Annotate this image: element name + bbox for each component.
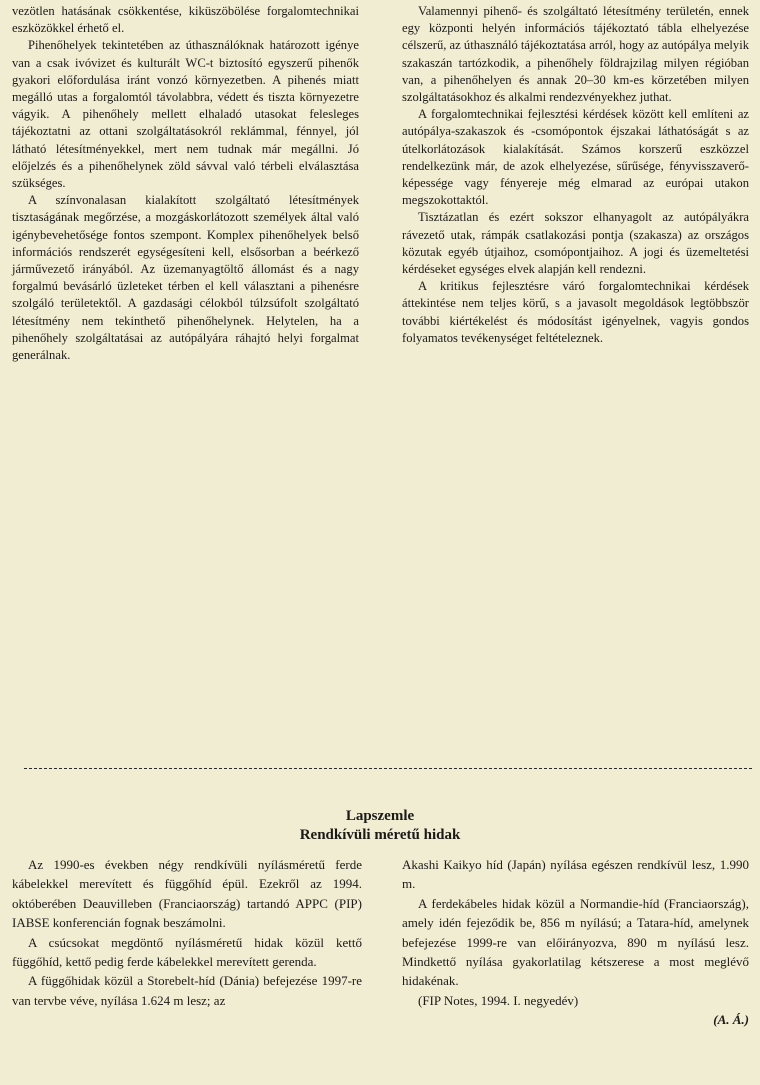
- paragraph: A függőhidak közül a Storebelt-híd (Dánia) befejezése 1997-re van tervbe véve, nyílása 1.624 m lesz; az: [12, 973, 362, 1008]
- source-citation: (FIP Notes, 1994. I. negyedév): [418, 992, 579, 1008]
- paragraph: A csúcsokat megdöntő nyílásméretű hidak közül kettő függőhíd, kettő pedig ferde kábelekkel merevített gerenda.: [12, 934, 362, 970]
- paragraph: Akashi Kaikyo híd (Japán) nyílása egészen rendkívül lesz, 1.990 m.: [402, 857, 749, 892]
- paragraph: Valamennyi pihenő- és szolgáltató létesítmény területén, ennek egy központi helyén információs tájékoztató tábla elhelyezése célszerű, az úthasználó tájékoztatása arról, hogy az autópálya melyik szakaszán tartózkodik, a pihenőhely földrajzilag milyen régióban van, a pihenőhelyen és annak 20–30 km-es körzetében milyen szolgáltatásokhoz és alkalmi rendezvényekhez juthat.: [402, 4, 749, 105]
- paragraph: Tisztázatlan és ezért sokszor elhanyagolt az autópályákra rávezető utak, rámpák csatlakozási pontja (szakasza) az országos közutak egyéb útjaihoz, csomópontjaihoz. A jogi és üzemeltetési kérdéseket egységes elvek alapján kell rendezni.: [402, 210, 749, 277]
- paragraph: A kritikus fejlesztésre váró forgalomtechnikai kérdések áttekintése nem teljes körű, s a javasolt megoldások legtöbbször további kiértékelést és módosítást igényelnek, vagyis gondos folyamatos tevékenységet feltételeznek.: [402, 279, 749, 345]
- section-title: Lapszemle: [345, 808, 415, 824]
- author-signature: (A. Á.): [713, 1012, 749, 1028]
- top-left-column: [12, 3, 359, 364]
- top-right-column: [402, 3, 749, 347]
- paragraph: Pihenőhelyek tekintetében az úthasználóknak határozott igénye van a csak ivóvizet és kulturált WC-t biztosító egyszerű pihenők gyakori előfordulása iránt vonzó környezetben. A pihenés miatt megálló utas a forgalomtól távolabbra, védett és tiszta környezetre vágyik. A pihenőhely mellett elhaladó utasokat felesleges tájékoztatni az ottani szolgáltatásokról reklámmal, fénnyel, jól látható létesítményekkel, mert nem tudnak már megállni. Jó előjelzés és a pihenőhelynek zöld sávval való térbeli elválasztása szükséges.: [12, 38, 359, 191]
- paragraph: vezötlen hatásának csökkentése, kiküszöbölése forgalomtechnikai eszközökkel érhető el.: [12, 4, 359, 36]
- bottom-right-column: [402, 855, 749, 1030]
- paragraph: A színvonalasan kialakított szolgáltató létesítmények tisztaságának megőrzése, a mozgáskorlátozott személyek által való igénybevehetősége fontos szempont. Komplex pihenőhelyek belső információs rendszerét egységesíteni kell, elsősorban a beérkező járművezető irányából. Az üzemanyagtöltő állomást és a nagy forgalmú bevásárló üzleteket térben el kell választani a pihenésre szolgáló területektől. A gazdasági célokból túlzsúfolt szolgáltató létesítmény nem tekinthető pihenőhelynek. Helytelen, ha a pihenőhely szolgáltatásai az autópályára ráhajtó helyi forgalmat generálnak.: [12, 193, 359, 363]
- paragraph: A forgalomtechnikai fejlesztési kérdések között kell említeni az autópálya-szakaszok és -csomópontok éjszakai láthatóságát s az útelkorlátozások kialakítását. Számos korszerű eszközzel rendelkezünk már, de azok elhelyezése, sűrűsége, fényvisszaverő-képessége vagy fényereje még elmarad az európai utakon megszokottaktól.: [402, 107, 749, 208]
- section-divider: [24, 768, 752, 769]
- paragraph: A ferdekábeles hidak közül a Normandie-híd (Franciaország), amely idén fejeződik be, 856 m nyílású; a Tatara-híd, amelynek befejezése 1999-re van előirányozva, 890 m nyílású lesz. Mindkettő nyílása gyakorlatilag kétszerese a most meglévő hidakénak.: [402, 895, 749, 989]
- paragraph: Az 1990-es években négy rendkívüli nyílásméretű ferde kábelekkel merevített és függőhíd épül. Ezekről az 1994. októberében Deauvilleben (Franciaország) tartandó APPC (PIP) IABSE konferencián fognak beszámolni.: [12, 857, 362, 931]
- bottom-left-column: [12, 855, 362, 1010]
- article-title: Rendkívüli méretű hidak: [299, 827, 461, 843]
